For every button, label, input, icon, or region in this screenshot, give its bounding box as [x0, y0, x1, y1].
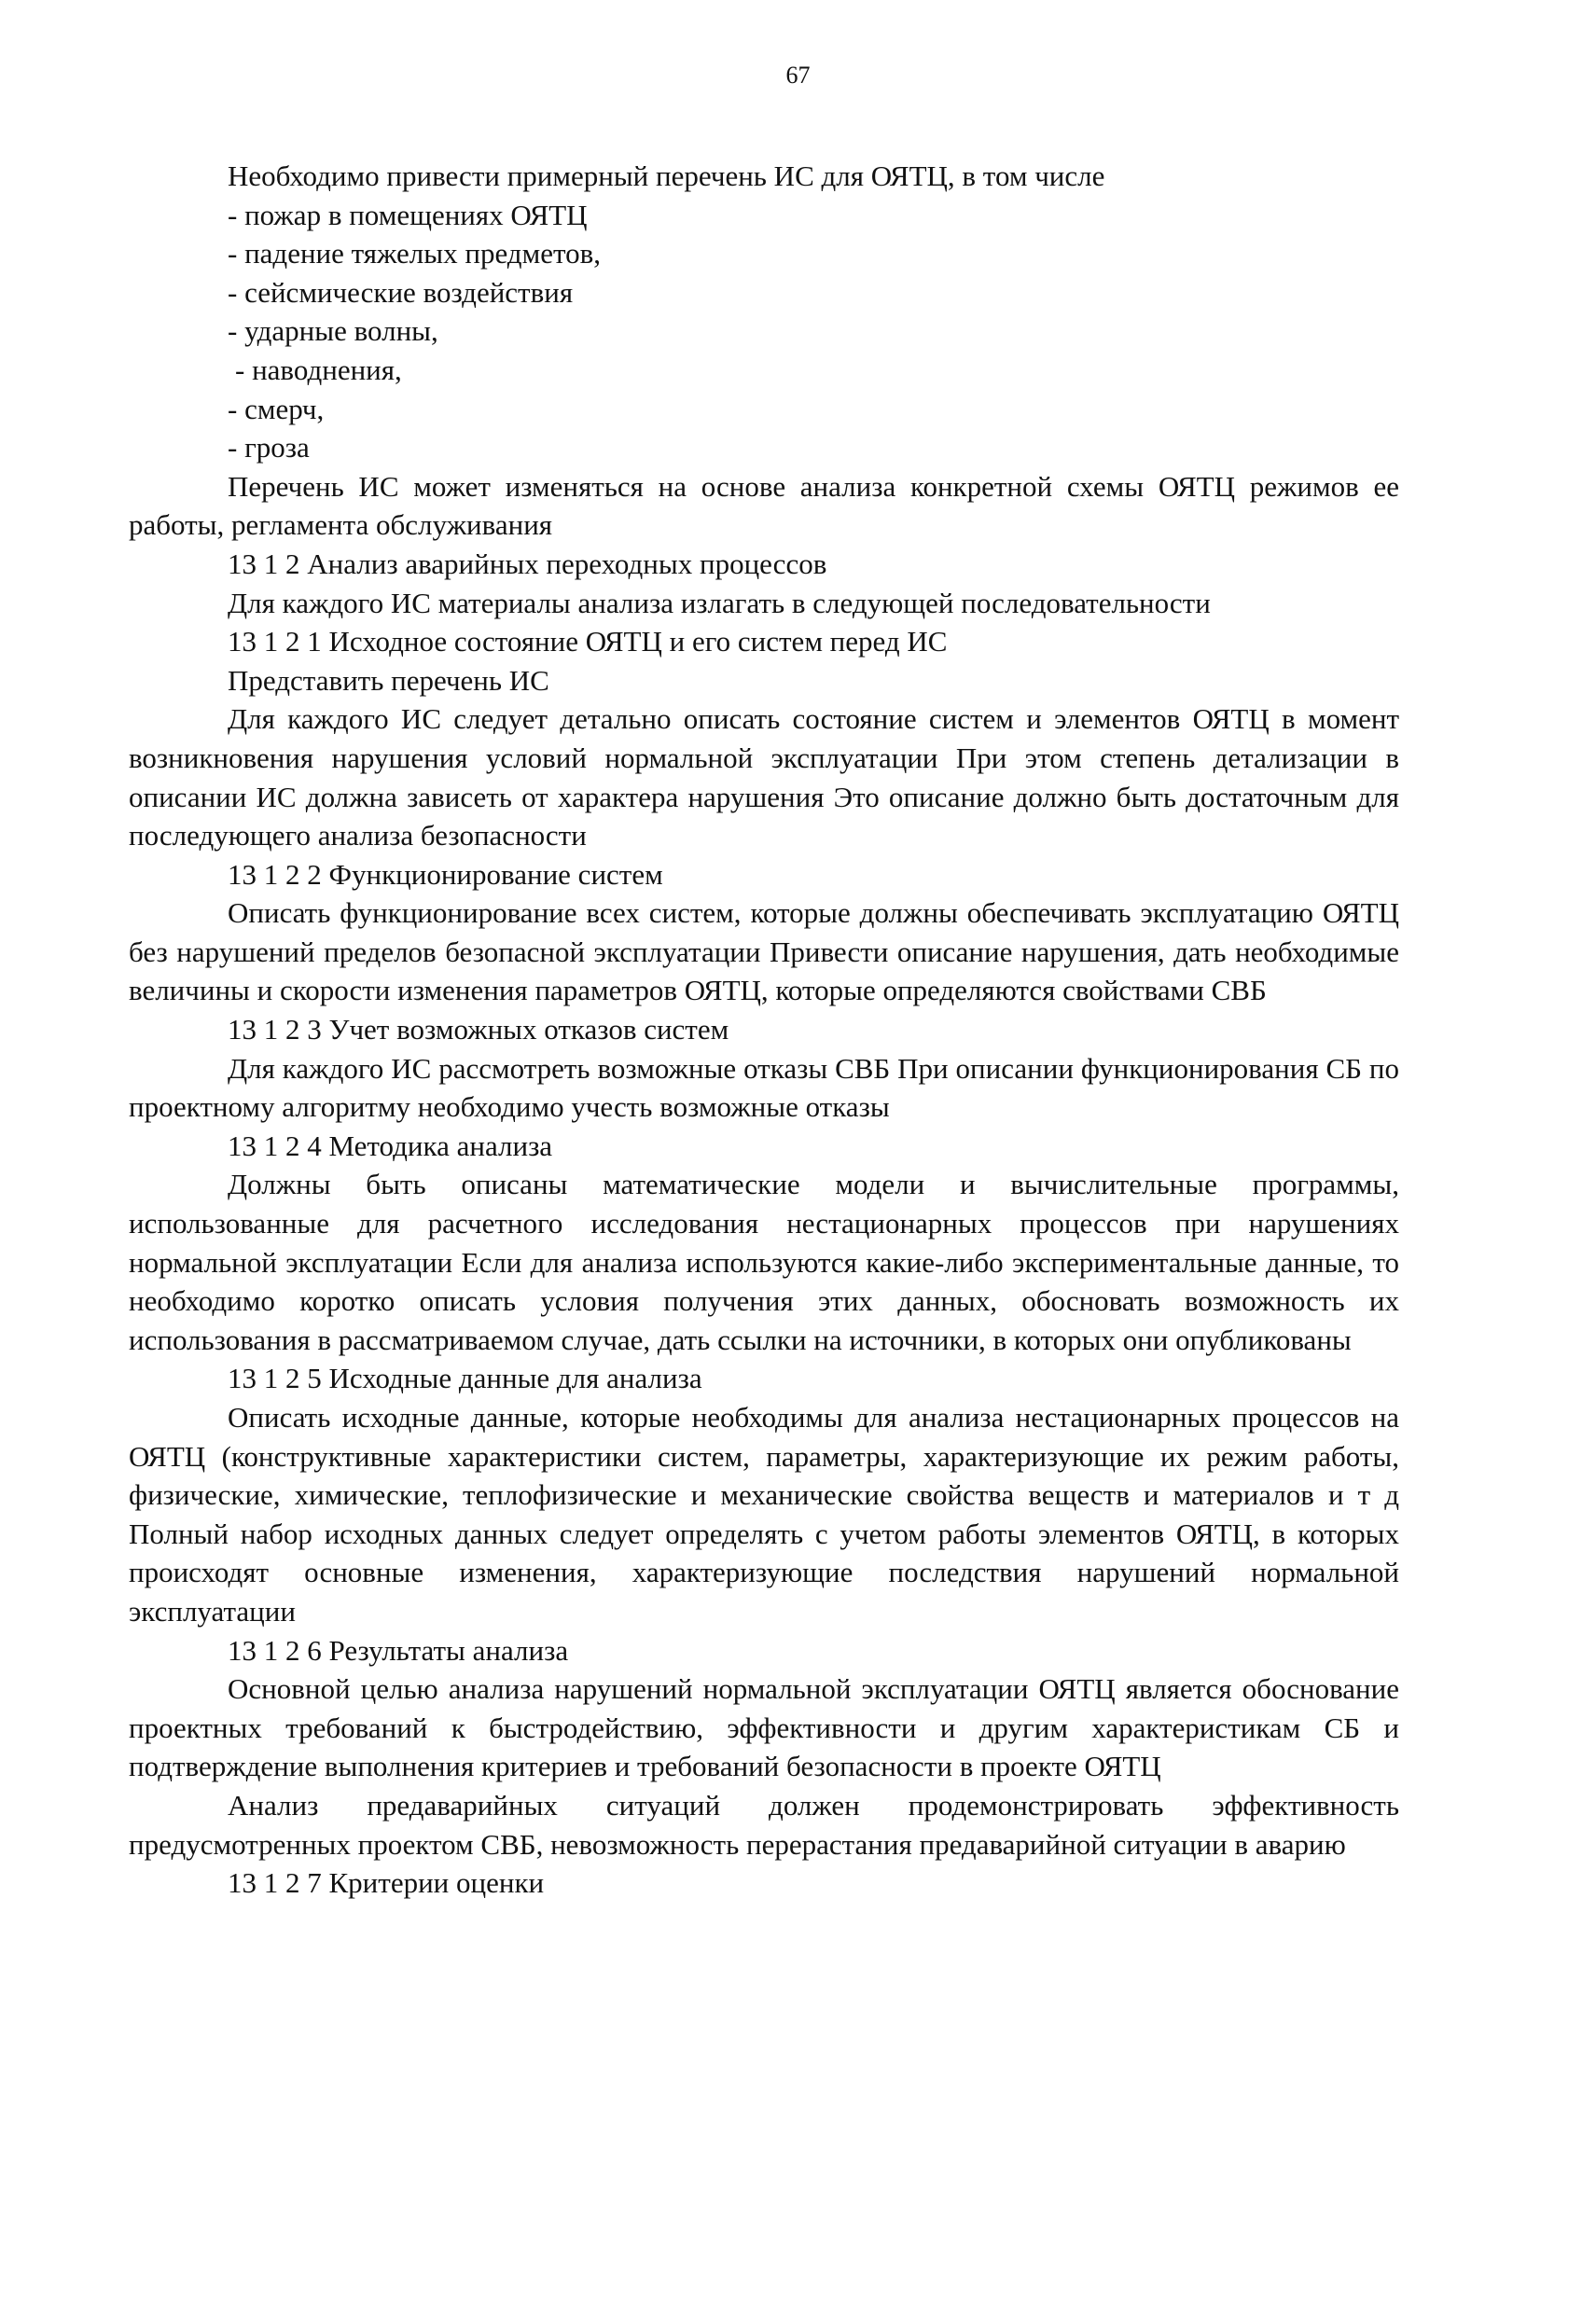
list-item: - падение тяжелых предметов,: [228, 237, 601, 270]
paragraph-order: Для каждого ИС материалы анализа излагать в следующей последовательности: [228, 586, 1211, 619]
list-item: - пожар в помещениях ОЯТЦ: [228, 198, 588, 231]
paragraph-system-functioning: Описать функционирование всех систем, которые должны обеспечивать эксплуатацию ОЯТЦ без нарушений пределов безопасной эксплуатации Привести описание нарушения, дать необходимые величины и скорости изменения параметров ОЯТЦ, которые определяются свойствами СВБ: [129, 896, 1399, 1007]
paragraph-preaccident: Анализ предаварийных ситуаций должен продемонстрировать эффективность предусмотренных проектом СВБ, невозможность перерастания предаварийной ситуации в аварию: [129, 1788, 1399, 1861]
section-heading-13-1-2: 13 1 2 Анализ аварийных переходных процессов: [228, 547, 827, 580]
paragraph-input-data: Описать исходные данные, которые необходимы для анализа нестационарных процессов на ОЯТЦ (конструктивные характеристики систем, параметры, характеризующие их режим работы, физические, химические, теплофизические и механические свойства веществ и материалов и т д Полный набор исходных данных следует определять с учетом работы элементов ОЯТЦ, в которых происходят основные изменения, характеризующие последствия нарушений нормальной эксплуатации: [129, 1401, 1399, 1628]
section-heading-13-1-2-1: 13 1 2 1 Исходное состояние ОЯТЦ и его систем перед ИС: [228, 625, 948, 658]
section-heading-13-1-2-3: 13 1 2 3 Учет возможных отказов систем: [228, 1013, 729, 1046]
paragraph-present-list: Представить перечень ИС: [228, 663, 549, 697]
paragraph-list-change: Перечень ИС может изменяться на основе анализа конкретной схемы ОЯТЦ режимов ее работы, регламента обслуживания: [129, 469, 1399, 542]
document-body: [129, 157, 1399, 1903]
list-item: - сейсмические воздействия: [228, 275, 574, 309]
intro-line: Необходимо привести примерный перечень ИС для ОЯТЦ, в том числе: [228, 159, 1105, 192]
paragraph-results: Основной целью анализа нарушений нормальной эксплуатации ОЯТЦ является обоснование проектных требований к быстродействию, эффективности и другим характеристикам СБ и подтверждение выполнения критериев и требований безопасности в проекте ОЯТЦ: [129, 1672, 1399, 1783]
paragraph-method: Должны быть описаны математические модели и вычислительные программы, использованные для расчетного исследования нестационарных процессов при нарушениях нормальной эксплуатации Если для анализа используются какие-либо экспериментальные данные, то необходимо коротко описать условия получения этих данных, обосновать возможность их использования в рассматриваемом случае, дать ссылки на источники, в которых они опубликованы: [129, 1168, 1399, 1356]
list-item: - гроза: [228, 431, 310, 464]
paragraph-failures: Для каждого ИС рассмотреть возможные отказы СВБ При описании функционирования СБ по проектному алгоритму необходимо учесть возможные отказы: [129, 1051, 1399, 1124]
section-heading-13-1-2-4: 13 1 2 4 Методика анализа: [228, 1129, 553, 1162]
list-item: - наводнения,: [235, 353, 402, 386]
event-list: [129, 196, 1399, 467]
paragraph-initial-state: Для каждого ИС следует детально описать состояние систем и элементов ОЯТЦ в момент возникновения нарушения условий нормальной эксплуатации При этом степень детализации в описании ИС должна зависеть от характера нарушения Это описание должно быть достаточным для последующего анализа безопасности: [129, 702, 1399, 852]
section-heading-13-1-2-6: 13 1 2 6 Результаты анализа: [228, 1633, 569, 1667]
page-number: 67: [785, 62, 811, 89]
section-heading-13-1-2-5: 13 1 2 5 Исходные данные для анализа: [228, 1362, 702, 1395]
section-heading-13-1-2-7: 13 1 2 7 Критерии оценки: [228, 1866, 545, 1900]
section-heading-13-1-2-2: 13 1 2 2 Функционирование систем: [228, 857, 663, 891]
list-item: - ударные волны,: [228, 314, 438, 348]
list-item: - смерч,: [228, 392, 325, 425]
